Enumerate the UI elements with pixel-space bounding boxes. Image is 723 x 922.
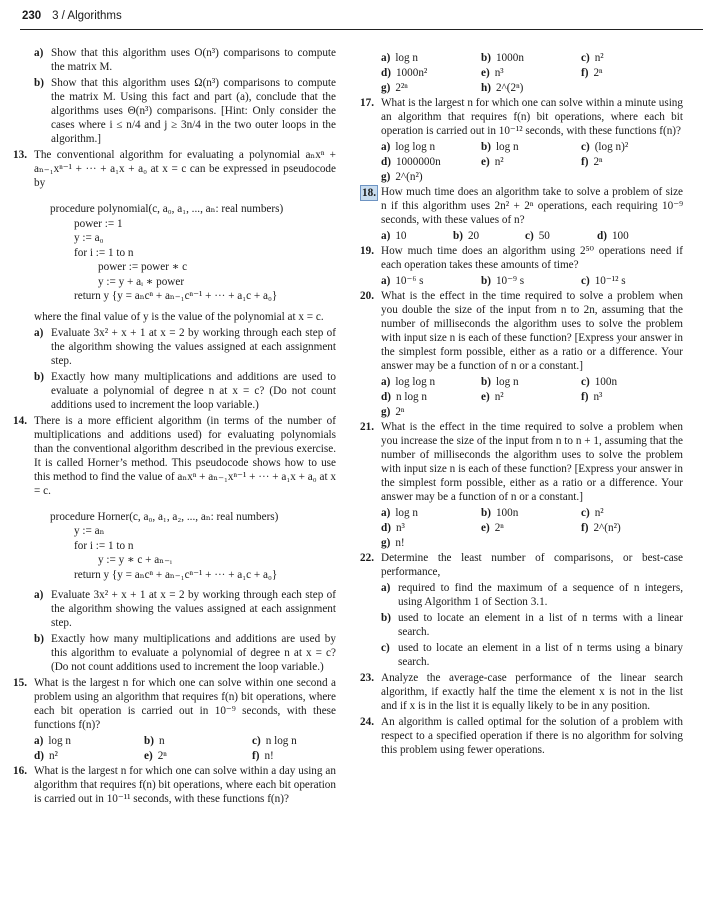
exercise-19-options — [381, 274, 683, 288]
exercise-19: 19. How much time does an algorithm using 2⁵⁰ operations need if each operation takes these amounts of time? — [360, 245, 683, 271]
option: c) (log n)² — [581, 141, 629, 153]
code-line: y := y ∗ c + aₙ₋ᵢ — [98, 554, 172, 566]
option: b) 100n — [481, 507, 519, 519]
exercise-13a: a) Evaluate 3x² + x + 1 at x = 2 by working through each step of the algorithm showing the values assigned at each assignment step. — [34, 326, 336, 367]
option: d) n log n — [381, 391, 428, 403]
option: e) n² — [481, 391, 504, 403]
option: c) 10⁻¹² s — [581, 275, 626, 287]
option: b) 20 — [453, 230, 480, 242]
exercise-21: 21. What is the effect in the time required to solve a problem when you increase the size of the input from n to n + 1, assuming that the number of milliseconds the algorithm uses to solve the problem with input size n is each of these function? [Express your answer in the simplest form possible, either as a ratio or a difference. Your answer may be a function of n or a constant.] — [360, 421, 683, 503]
exercise-18: 18. How much time does an algorithm take to solve a problem of size n if this algorithm uses 2n² + 2ⁿ operations, each requiring 10⁻⁹ seconds, with these values of n? — [362, 186, 683, 226]
option: d) n² — [34, 750, 58, 762]
option: d) 1000n² — [381, 67, 428, 79]
option: g) 2ⁿ — [381, 406, 405, 418]
exercise-20-options — [381, 375, 683, 419]
option: b) log n — [481, 141, 519, 153]
option: a) log log n — [381, 141, 436, 153]
option: h) 2^(2ⁿ) — [481, 82, 524, 94]
exercise-13: 13. The conventional algorithm for evaluating a polynomial aₙxⁿ + aₙ₋₁xⁿ⁻¹ + ··· + a₁x + a₀ at x = c can be expressed in pseudocode by — [13, 149, 336, 189]
option: d) 100 — [597, 230, 629, 242]
exercise-15-options — [34, 734, 336, 763]
option: e) n² — [481, 156, 504, 168]
option: e) 2ⁿ — [144, 750, 167, 762]
option: b) n — [144, 735, 165, 747]
code-line: y := aₙ — [74, 525, 105, 537]
exercise-24: 24. An algorithm is called optimal for the solution of a problem with respect to a specified operation if there is no algorithm for solving this problem using fewer operations. — [360, 716, 683, 756]
option: f) 2ⁿ — [581, 67, 603, 79]
exercise-22b: b) used to locate an element in a list of n terms with a linear search. — [381, 612, 683, 638]
option: f) 2ⁿ — [581, 156, 603, 168]
exercise-16: 16. What is the largest n for which one can solve within a day using an algorithm that requires f(n) bit operations, where each bit operation is carried out in 10⁻¹¹ seconds, with these functions f(n)? — [13, 765, 336, 805]
code-line: for i := 1 to n — [74, 539, 134, 552]
exercise-18-options — [381, 229, 683, 243]
option: g) 2²ⁿ — [381, 82, 408, 94]
exercise-21-options — [381, 506, 683, 550]
option: a) log n — [34, 735, 72, 747]
code-line: y := y + aᵢ ∗ power — [98, 275, 185, 288]
code-line: procedure Horner(c, a₀, a₁, a₂, ..., aₙ: real numbers) — [50, 510, 279, 523]
section-title: 3 / Algorithms — [52, 10, 122, 22]
option: c) n² — [581, 507, 604, 519]
option: f) n³ — [581, 391, 603, 403]
left-column — [13, 44, 336, 808]
exercise-16-options — [381, 51, 683, 95]
exercise-22a: a) required to find the maximum of a sequence of n integers, using Algorithm 1 of Section 3.1. — [381, 582, 683, 608]
exercise-13-continuation: where the final value of y is the value of the polynomial at x = c. — [34, 310, 324, 323]
option: e) 2ⁿ — [481, 522, 504, 534]
option: d) 1000000n — [381, 156, 441, 168]
option: a) log n — [381, 507, 419, 519]
option: c) 100n — [581, 376, 618, 388]
exercise-12a: a) Show that this algorithm uses O(n³) comparisons to compute the matrix M. — [34, 47, 336, 73]
exercise-12b: b) Show that this algorithm uses Ω(n³) comparisons to compute the matrix M. Using this fact and part (a), conclude that the algorithms uses Θ(n³) comparisons. [Hint: Only consider the cases where i ≤ n/4 and j ≥ 3n/4 in the two outer loops in the algorithm.] — [34, 77, 336, 145]
exercise-15: 15. What is the largest n for which one can solve within one second a problem using an algorithm that requires f(n) bit operations, where each bit operation is carried out in 10⁻⁹ seconds, with these functions f(n)? — [13, 677, 336, 731]
option: a) log log n — [381, 376, 436, 388]
option: g) 2^(n²) — [381, 171, 423, 183]
exercise-14b: b) Exactly how many multiplications and additions are used by this algorithm to evaluate a polynomial of degree n at x = c? (Do not count additions used to increment the loop variable.) — [34, 633, 336, 673]
pseudocode-horner — [50, 510, 336, 583]
option: d) n³ — [381, 522, 405, 534]
option: a) log n — [381, 52, 419, 64]
exercise-17-options — [381, 140, 683, 184]
code-line: for i := 1 to n — [74, 246, 134, 259]
option: c) n log n — [252, 735, 297, 747]
option: f) 2^(n²) — [581, 522, 621, 534]
code-line: return y {y = aₙcⁿ + aₙ₋₁cⁿ⁻¹ + ··· + a₁c + a₀} — [74, 568, 278, 581]
option: a) 10⁻⁶ s — [381, 275, 424, 287]
option: c) n² — [581, 52, 604, 64]
option: a) 10 — [381, 230, 407, 242]
exercise-13b: b) Exactly how many multiplications and additions are used to evaluate a polynomial of degree n at x = c? (Do not count additions used to increment the loop variable.) — [34, 370, 336, 411]
code-line: return y {y = aₙcⁿ + aₙ₋₁cⁿ⁻¹ + ··· + a₁c + a₀} — [74, 290, 278, 302]
option: g) n! — [381, 537, 405, 549]
running-header — [22, 9, 122, 23]
option: f) n! — [252, 750, 274, 762]
option: b) 1000n — [481, 52, 524, 64]
option: c) 50 — [525, 230, 550, 242]
code-line: procedure polynomial(c, a₀, a₁, ..., aₙ: real numbers) — [50, 203, 284, 215]
header-rule — [20, 29, 703, 30]
exercise-20: 20. What is the effect in the time required to solve a problem when you double the size of the input from n to 2n, assuming that the number of milliseconds the algorithm uses to solve the problem with input size n is each of these function? [Express your answer in the simplest form possible, either as a ratio or a difference. Your answer may be a function of n or a constant.] — [360, 290, 683, 372]
page-number: 230 — [22, 10, 42, 22]
option: b) log n — [481, 376, 519, 388]
option: e) n³ — [481, 67, 504, 79]
code-line: power := 1 — [74, 217, 123, 230]
exercise-22c: c) used to locate an element in a list of n terms using a binary search. — [381, 642, 683, 668]
exercise-22: 22. Determine the least number of comparisons, or best-case performance, — [360, 552, 683, 578]
code-line: power := power ∗ c — [98, 261, 188, 273]
code-line: y := a₀ — [74, 232, 104, 244]
exercise-17: 17. What is the largest n for which one can solve within a minute using an algorithm that requires f(n) bit operations, where each bit operation is carried out in 10⁻¹² seconds, with these functions f(n)? — [360, 97, 683, 137]
option: b) 10⁻⁹ s — [481, 275, 525, 287]
exercise-14: 14. There is a more efficient algorithm (in terms of the number of multiplications and additions used) for evaluating polynomials than the conventional algorithm described in the previous exercise. It is called Horner’s method. This pseudocode shows how to use this method to find the value of aₙxⁿ + aₙ₋₁xⁿ⁻¹ + ··· + a₁x + a₀ at x = c. — [13, 414, 336, 497]
pseudocode-polynomial — [50, 202, 336, 304]
right-column — [360, 50, 683, 759]
exercise-23: 23. Analyze the average-case performance of the linear search algorithm, if exactly half the time the element x is not in the list and if x is in the list it is equally likely to be in any position. — [360, 672, 683, 712]
exercise-14a: a) Evaluate 3x² + x + 1 at x = 2 by working through each step of the algorithm showing the values assigned at each assignment step. — [34, 589, 336, 629]
highlighted-exercise-number: 18. — [362, 187, 376, 199]
